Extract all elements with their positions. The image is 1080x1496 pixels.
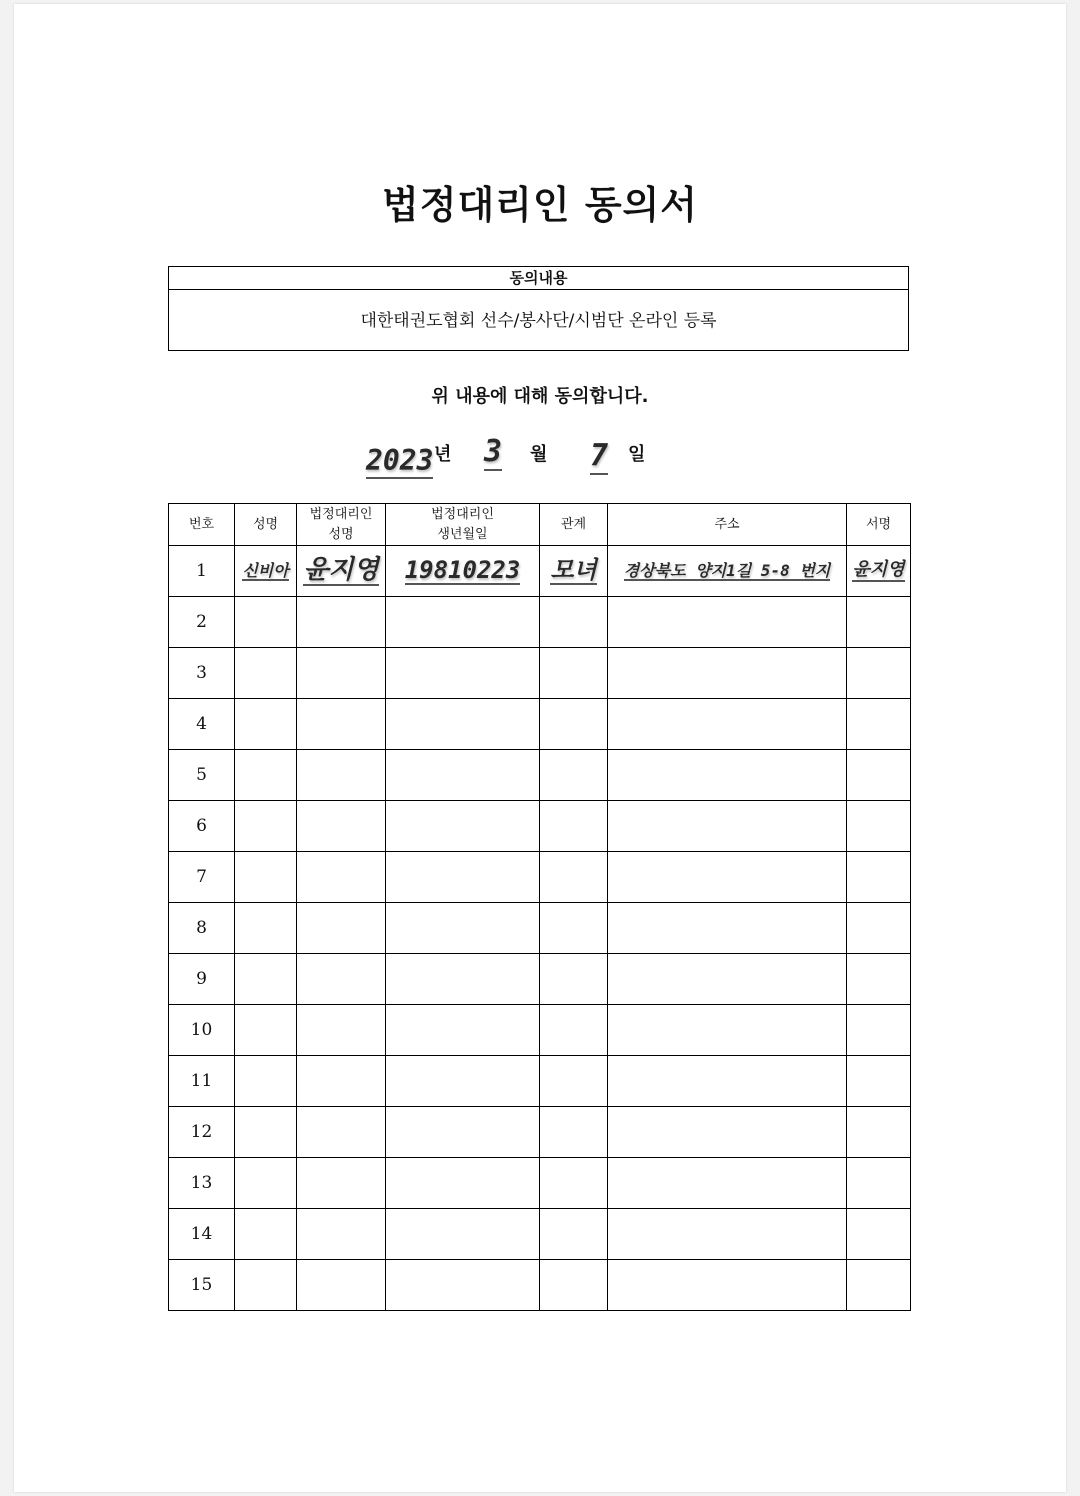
- cell-name: [235, 852, 297, 903]
- date-day-handwritten: 7: [590, 438, 609, 473]
- cell-guardian-name: [297, 801, 386, 852]
- cell-signature: [847, 1107, 911, 1158]
- cell-relation: [540, 1260, 608, 1311]
- cell-number: 15: [169, 1260, 235, 1311]
- cell-relation: [540, 1209, 608, 1260]
- cell-signature: [847, 648, 911, 699]
- cell-address: [608, 954, 847, 1005]
- cell-guardian-name: [297, 903, 386, 954]
- table-row: [169, 699, 911, 750]
- cell-name: [235, 801, 297, 852]
- cell-relation: [540, 954, 608, 1005]
- cell-number: 7: [169, 852, 235, 903]
- cell-name-handwritten: 신비아: [242, 560, 289, 580]
- header-guardian-name: 법정대리인 성명: [297, 504, 386, 546]
- consent-header: 동의내용: [169, 267, 908, 290]
- cell-signature: [847, 903, 911, 954]
- cell-guardian-name: [297, 648, 386, 699]
- cell-relation: [540, 1005, 608, 1056]
- cell-signature-handwritten: 윤지영: [852, 559, 905, 581]
- cell-name: [235, 1260, 297, 1311]
- cell-relation: [540, 1107, 608, 1158]
- cell-guardian-name: [297, 1056, 386, 1107]
- cell-name: [235, 1056, 297, 1107]
- cell-name: [235, 546, 297, 597]
- consent-box: [168, 266, 909, 351]
- cell-guardian-birth-handwritten: 19810223: [404, 555, 521, 584]
- cell-guardian-birth: [386, 1209, 540, 1260]
- cell-relation: [540, 699, 608, 750]
- date-month-handwritten: 3: [484, 434, 503, 469]
- cell-guardian-birth: [386, 1005, 540, 1056]
- cell-guardian-birth: [386, 750, 540, 801]
- cell-signature: [847, 801, 911, 852]
- cell-number: 12: [169, 1107, 235, 1158]
- cell-number: 13: [169, 1158, 235, 1209]
- guardian-registration-table: [168, 503, 911, 1311]
- cell-signature: [847, 750, 911, 801]
- header-relation: 관계: [540, 504, 608, 546]
- header-name: 성명: [235, 504, 297, 546]
- cell-signature: [847, 699, 911, 750]
- cell-guardian-name-handwritten: 윤지영: [303, 554, 379, 585]
- table-header-row: [169, 504, 911, 546]
- cell-number: 9: [169, 954, 235, 1005]
- cell-signature: [847, 1209, 911, 1260]
- cell-relation: [540, 1158, 608, 1209]
- table-row: [169, 1107, 911, 1158]
- table-row: [169, 903, 911, 954]
- cell-number: 8: [169, 903, 235, 954]
- cell-name: [235, 1005, 297, 1056]
- cell-name: [235, 1209, 297, 1260]
- cell-guardian-birth: [386, 597, 540, 648]
- cell-address: [608, 699, 847, 750]
- consent-text: 대한태권도협회 선수/봉사단/시범단 온라인 등록: [360, 311, 717, 331]
- cell-name: [235, 1158, 297, 1209]
- cell-signature: [847, 1005, 911, 1056]
- cell-number: 10: [169, 1005, 235, 1056]
- cell-relation: [540, 648, 608, 699]
- agreement-statement: 위 내용에 대해 동의합니다.: [431, 386, 649, 407]
- header-guardian-birth: 법정대리인 생년월일: [386, 504, 540, 546]
- cell-signature: [847, 1158, 911, 1209]
- document-title: 법정대리인 동의서: [382, 183, 698, 227]
- cell-number: 5: [169, 750, 235, 801]
- cell-name: [235, 1107, 297, 1158]
- cell-relation: [540, 903, 608, 954]
- cell-signature: [847, 1056, 911, 1107]
- header-number: 번호: [169, 504, 235, 546]
- table-row: [169, 1056, 911, 1107]
- table-row: [169, 1209, 911, 1260]
- cell-name: [235, 699, 297, 750]
- cell-signature: [847, 954, 911, 1005]
- cell-address-handwritten: 경상북도 양지1길 5-8 번지: [623, 560, 831, 580]
- cell-relation-handwritten: 모녀: [550, 555, 597, 584]
- cell-relation: [540, 546, 608, 597]
- cell-relation: [540, 801, 608, 852]
- cell-name: [235, 648, 297, 699]
- cell-guardian-birth: [386, 1158, 540, 1209]
- cell-address: [608, 1005, 847, 1056]
- cell-relation: [540, 1056, 608, 1107]
- cell-guardian-birth: [386, 954, 540, 1005]
- table-row: [169, 954, 911, 1005]
- cell-guardian-name: [297, 546, 386, 597]
- cell-name: [235, 954, 297, 1005]
- cell-number: 2: [169, 597, 235, 648]
- cell-address: [608, 597, 847, 648]
- cell-guardian-birth: [386, 903, 540, 954]
- date-year-handwritten: 2023: [366, 444, 434, 477]
- cell-guardian-name: [297, 750, 386, 801]
- cell-number: 4: [169, 699, 235, 750]
- cell-guardian-birth: [386, 1260, 540, 1311]
- cell-guardian-name: [297, 1260, 386, 1311]
- cell-address: [608, 1056, 847, 1107]
- cell-guardian-birth: [386, 699, 540, 750]
- table-row: [169, 1158, 911, 1209]
- cell-address: [608, 648, 847, 699]
- cell-signature: [847, 1260, 911, 1311]
- table-row: [169, 648, 911, 699]
- cell-name: [235, 750, 297, 801]
- cell-address: [608, 1158, 847, 1209]
- cell-guardian-name: [297, 1005, 386, 1056]
- date-day-label: 일: [628, 444, 646, 465]
- table-row: [169, 546, 911, 597]
- table-row: [169, 1260, 911, 1311]
- table-row: [169, 597, 911, 648]
- table-row: [169, 1005, 911, 1056]
- cell-signature: [847, 597, 911, 648]
- cell-guardian-name: [297, 597, 386, 648]
- cell-address: [608, 1260, 847, 1311]
- cell-number: 6: [169, 801, 235, 852]
- cell-relation: [540, 852, 608, 903]
- cell-guardian-birth: [386, 801, 540, 852]
- cell-relation: [540, 750, 608, 801]
- cell-number: 3: [169, 648, 235, 699]
- date-month-label: 월: [530, 444, 548, 465]
- header-address: 주소: [608, 504, 847, 546]
- cell-number: 1: [169, 546, 235, 597]
- cell-guardian-name: [297, 954, 386, 1005]
- cell-address: [608, 546, 847, 597]
- cell-address: [608, 801, 847, 852]
- cell-address: [608, 903, 847, 954]
- cell-address: [608, 750, 847, 801]
- cell-signature: [847, 546, 911, 597]
- cell-guardian-birth: [386, 648, 540, 699]
- cell-guardian-name: [297, 1107, 386, 1158]
- cell-name: [235, 597, 297, 648]
- table-row: [169, 852, 911, 903]
- date-year-label: 년: [434, 444, 452, 465]
- cell-signature: [847, 852, 911, 903]
- cell-name: [235, 903, 297, 954]
- cell-guardian-birth: [386, 852, 540, 903]
- cell-address: [608, 852, 847, 903]
- cell-guardian-birth: [386, 1107, 540, 1158]
- cell-guardian-name: [297, 699, 386, 750]
- cell-number: 11: [169, 1056, 235, 1107]
- date-row: [0, 430, 1080, 480]
- cell-address: [608, 1107, 847, 1158]
- cell-number: 14: [169, 1209, 235, 1260]
- header-signature: 서명: [847, 504, 911, 546]
- table-row: [169, 750, 911, 801]
- cell-relation: [540, 597, 608, 648]
- cell-address: [608, 1209, 847, 1260]
- cell-guardian-birth: [386, 1056, 540, 1107]
- cell-guardian-name: [297, 852, 386, 903]
- cell-guardian-name: [297, 1158, 386, 1209]
- table-row: [169, 801, 911, 852]
- cell-guardian-name: [297, 1209, 386, 1260]
- cell-guardian-birth: [386, 546, 540, 597]
